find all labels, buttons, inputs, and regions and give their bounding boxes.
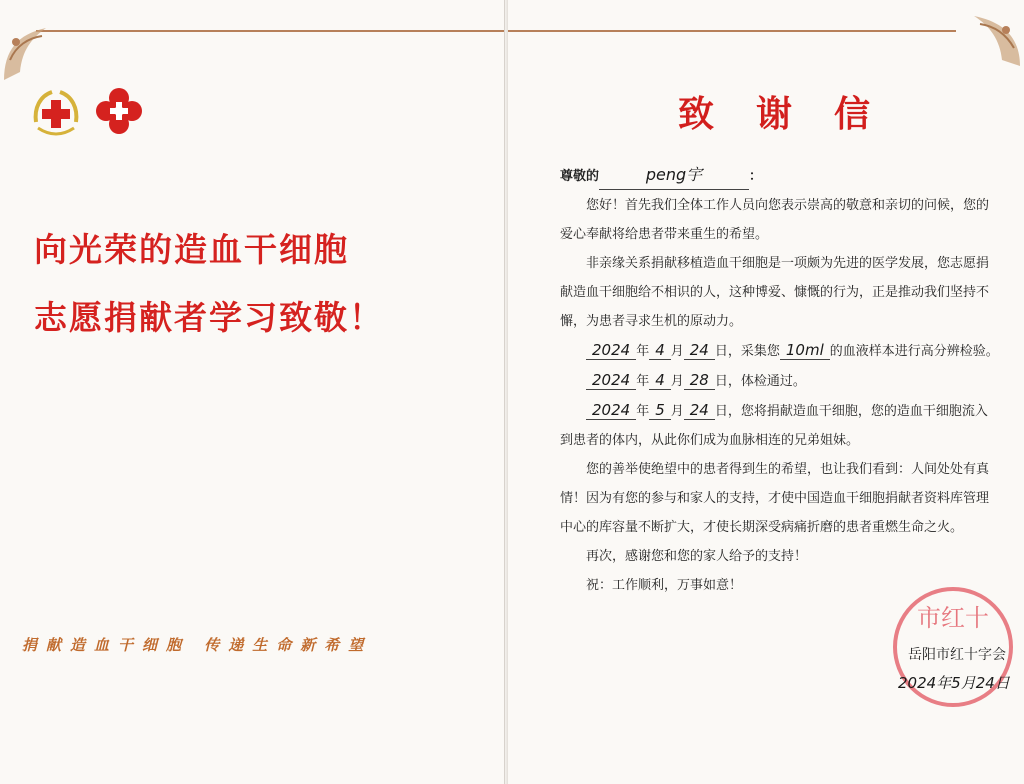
recipient-name: peng宇 bbox=[599, 160, 749, 190]
sample-day-unit: 日，采集您 bbox=[714, 344, 780, 359]
paragraph-greeting: 您好！首先我们全体工作人员向您表示崇高的敬意和亲切的问候，您的爱心奉献将给患者带来重生的希望。 bbox=[560, 198, 990, 242]
salutation-prefix: 尊敬的 bbox=[560, 169, 600, 184]
left-page bbox=[0, 0, 505, 784]
paragraph-sample bbox=[560, 336, 1000, 366]
donation-rest: 日，您将捐献造血干细胞，您的造血干细胞流入到患者的体内，从此你们成为血脉相连的兄弟姐妹。 bbox=[560, 404, 988, 448]
exam-year-unit: 年 bbox=[636, 374, 650, 389]
letter-body bbox=[560, 160, 1000, 600]
red-cross-logo-icon bbox=[30, 88, 82, 140]
sample-year-unit: 年 bbox=[636, 344, 650, 359]
top-border-line-right bbox=[508, 30, 956, 32]
organization-signature: 岳阳市红十字会 bbox=[908, 647, 1006, 663]
sample-month-unit: 月 bbox=[670, 344, 684, 359]
letter-title: 致谢信 bbox=[678, 94, 913, 135]
exam-year: 2024 bbox=[586, 371, 636, 390]
salutation-suffix: ： bbox=[749, 169, 763, 184]
sample-rest: 的血液样本进行高分辨检验。 bbox=[829, 344, 999, 359]
exam-month: 4 bbox=[649, 371, 671, 390]
hematopoietic-logo-icon bbox=[96, 88, 142, 134]
paragraph-thanks: 再次，感谢您和您的家人给予的支持！ bbox=[586, 549, 808, 564]
motto: 捐献造血干细胞 传递生命新希望 bbox=[22, 636, 373, 654]
donation-year: 2024 bbox=[586, 401, 636, 420]
paragraph-gratitude: 您的善举使绝望中的患者得到生的希望，也让我们看到：人间处处有真情！因为有您的参与和家人的支持，才使中国造血干细胞捐献者资料库管理中心的库容量不断扩大，才使长期深受病痛折磨的患者重燃生命之火。 bbox=[560, 462, 990, 535]
top-border-line bbox=[36, 30, 505, 32]
sample-amount: 10ml bbox=[780, 341, 830, 360]
corner-ornament-icon bbox=[956, 10, 1024, 70]
paragraph-donation-intro: 非亲缘关系捐献移植造血干细胞是一项颇为先进的医学发展，您志愿捐献造血干细胞给不相识的人，这种博爱、慷慨的行为，正是推动我们坚持不懈，为患者寻求生机的原动力。 bbox=[560, 256, 990, 329]
donation-year-unit: 年 bbox=[636, 404, 650, 419]
salutation bbox=[560, 160, 1000, 191]
paragraph-wishes: 祝：工作顺利，万事如意！ bbox=[586, 578, 743, 593]
donation-month-unit: 月 bbox=[670, 404, 684, 419]
paragraph-donation-date bbox=[560, 396, 1000, 455]
donation-day: 24 bbox=[684, 401, 715, 420]
right-page bbox=[508, 0, 1024, 784]
donation-month: 5 bbox=[649, 401, 671, 420]
exam-month-unit: 月 bbox=[670, 374, 684, 389]
headline-line-2: 志愿捐献者学习致敬！ bbox=[34, 298, 384, 337]
sample-month: 4 bbox=[649, 341, 671, 360]
paragraph-exam bbox=[560, 366, 1000, 396]
signature-date: 2024年5月24日 bbox=[898, 674, 1010, 692]
sample-year: 2024 bbox=[586, 341, 636, 360]
exam-rest: 日，体检通过。 bbox=[714, 374, 806, 389]
headline-line-1: 向光荣的造血干细胞 bbox=[34, 230, 349, 269]
exam-day: 28 bbox=[684, 371, 715, 390]
corner-ornament-icon bbox=[0, 20, 64, 84]
sample-day: 24 bbox=[684, 341, 715, 360]
seal-text: 市红十 bbox=[917, 604, 989, 632]
